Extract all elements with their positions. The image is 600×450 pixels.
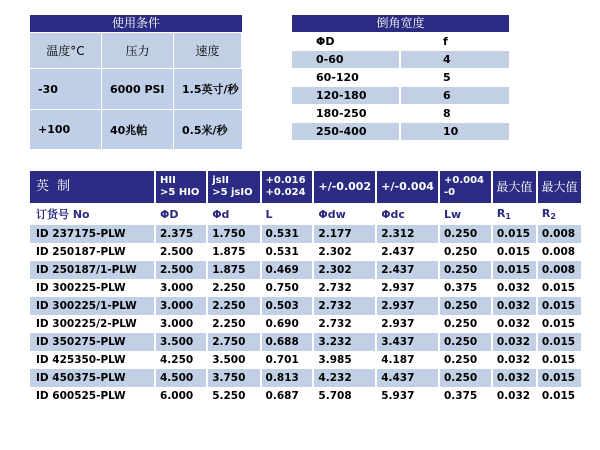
dd-value: 1.875 [208, 261, 259, 279]
r1-value: 0.032 [496, 318, 531, 330]
d-value: 2.375 [156, 225, 206, 243]
r2-max-header: 最大值 [538, 171, 581, 203]
tolerance-lw-line1: +0.004 [444, 175, 485, 186]
dw-value: 3.985 [318, 354, 352, 366]
tolerance-dd-line1: jsII [212, 175, 230, 186]
table-subheader-row [30, 203, 581, 225]
r2-value: 0.015 [541, 282, 576, 294]
chamfer-range: 250-400 [292, 123, 399, 140]
l-value: 0.687 [265, 390, 299, 402]
operating-conditions-table [30, 15, 242, 149]
table-row [30, 315, 581, 333]
d-value: 3.000 [156, 297, 206, 315]
order-number: ID 300225/2-PLW [36, 318, 137, 330]
dw-header: Φdw [318, 207, 346, 221]
l-value: 0.688 [262, 333, 313, 351]
r1-value: 0.032 [496, 282, 531, 294]
dc-value: 2.312 [377, 225, 438, 243]
chamfer-row [292, 87, 509, 104]
dw-value: 2.732 [318, 282, 352, 294]
table-row [30, 369, 581, 387]
d-value: 3.000 [160, 282, 194, 294]
dc-value: 2.937 [381, 282, 415, 294]
r2-value: 0.015 [538, 333, 581, 351]
pressure-psi: 6000 PSI [102, 69, 174, 109]
dd-value: 1.875 [212, 246, 246, 258]
tolerance-dc-header: +/-0.004 [377, 171, 438, 203]
tolerance-d-line2: >5 HIO [160, 187, 200, 198]
chamfer-f: 8 [443, 107, 451, 120]
l-value: 0.701 [265, 354, 299, 366]
dw-value: 2.177 [314, 225, 375, 243]
r1-value: 0.032 [493, 297, 536, 315]
r1-value: 0.015 [493, 261, 536, 279]
chamfer-f: 4 [401, 51, 509, 68]
imperial-header: 英 制 [30, 171, 154, 203]
tolerance-lw-line2: -0 [444, 187, 456, 198]
r1-max-header: 最大值 [493, 171, 536, 203]
r2-header [538, 203, 581, 225]
dw-value: 4.232 [314, 369, 375, 387]
order-number: ID 300225-PLW [36, 282, 126, 294]
order-number: ID 237175-PLW [30, 225, 154, 243]
l-value: 0.813 [262, 369, 313, 387]
r2-value: 0.015 [541, 318, 576, 330]
dw-value: 3.232 [314, 333, 375, 351]
chamfer-f: 6 [401, 87, 509, 104]
chamfer-row [292, 123, 509, 140]
dd-value: 2.750 [208, 333, 259, 351]
chamfer-f: 10 [401, 123, 509, 140]
order-number: ID 250187/1-PLW [30, 261, 154, 279]
temperature-min: -30 [30, 69, 102, 109]
lw-value: 0.375 [444, 282, 478, 294]
table-row [30, 297, 581, 315]
r2-value: 0.015 [538, 297, 581, 315]
table-row [30, 279, 581, 297]
chamfer-range: 180-250 [316, 107, 367, 120]
chamfer-title: 倒角宽度 [292, 15, 509, 32]
d-value: 3.500 [156, 333, 206, 351]
lw-value: 0.250 [444, 246, 478, 258]
lw-value: 0.250 [440, 369, 491, 387]
conditions-grid [30, 33, 242, 149]
d-value: 2.500 [160, 246, 194, 258]
tolerance-l-header [262, 171, 313, 203]
table-row [30, 225, 581, 243]
chamfer-col-d: ΦD [292, 33, 399, 50]
order-number: ID 600525-PLW [36, 390, 126, 402]
tolerance-dd-line2: >5 jsIO [212, 187, 253, 198]
order-number-header: 订货号 No [36, 208, 90, 221]
l-value: 0.690 [265, 318, 299, 330]
d-value: 3.000 [160, 318, 194, 330]
order-number: ID 300225/1-PLW [30, 297, 154, 315]
dd-value: 3.750 [208, 369, 259, 387]
table-row [30, 243, 581, 261]
lw-value: 0.375 [444, 390, 478, 402]
dw-value: 5.708 [318, 390, 352, 402]
dc-value: 2.437 [377, 261, 438, 279]
dd-value: 2.250 [212, 318, 246, 330]
dd-value: 2.250 [212, 282, 246, 294]
tolerance-lw-header [440, 171, 491, 203]
tolerance-l-line1: +0.016 [265, 175, 306, 186]
dc-header: Φdc [381, 207, 405, 221]
chamfer-row [292, 105, 509, 122]
tolerance-dw-header: +/-0.002 [314, 171, 375, 203]
r2-value: 0.008 [538, 225, 581, 243]
chamfer-range: 60-120 [316, 71, 359, 84]
r1-value: 0.032 [493, 333, 536, 351]
lw-value: 0.250 [440, 225, 491, 243]
r1-value: 0.015 [493, 225, 536, 243]
chamfer-row [292, 69, 509, 86]
dc-value: 2.937 [377, 297, 438, 315]
speed-header: 速度 [174, 33, 242, 69]
d-value: 2.500 [156, 261, 206, 279]
dd-header: Φd [212, 207, 230, 221]
table-row [30, 351, 581, 369]
l-value: 0.750 [265, 282, 299, 294]
speed-metric: 0.5米/秒 [174, 109, 242, 149]
dw-value: 2.302 [318, 246, 352, 258]
r1-subscript: 1 [505, 212, 511, 221]
dc-value: 4.437 [377, 369, 438, 387]
chamfer-width-table [292, 15, 509, 140]
temperature-header: 温度°C [30, 33, 102, 69]
dd-value: 1.750 [208, 225, 259, 243]
r2-value: 0.015 [538, 369, 581, 387]
dw-value: 2.302 [314, 261, 375, 279]
r2-value: 0.008 [541, 246, 576, 258]
d-value: 4.500 [156, 369, 206, 387]
r2-letter: R [541, 207, 551, 220]
lw-value: 0.250 [444, 354, 478, 366]
r1-value: 0.032 [493, 369, 536, 387]
lw-value: 0.250 [444, 318, 478, 330]
order-number: ID 450375-PLW [30, 369, 154, 387]
r1-value: 0.015 [496, 246, 531, 258]
chamfer-col-f: f [401, 33, 509, 50]
conditions-title: 使用条件 [30, 15, 242, 32]
dw-value: 2.732 [318, 318, 352, 330]
pressure-header: 压力 [102, 33, 174, 69]
r1-value: 0.032 [496, 390, 531, 402]
tolerance-dd-header [208, 171, 259, 203]
d-header: ΦD [160, 207, 179, 221]
l-header: L [265, 207, 273, 221]
dd-value: 3.500 [212, 354, 246, 366]
lw-value: 0.250 [440, 261, 491, 279]
tolerance-l-line2: +0.024 [265, 187, 306, 198]
temperature-max: +100 [30, 109, 102, 149]
lw-value: 0.250 [440, 297, 491, 315]
dc-value: 3.437 [377, 333, 438, 351]
chamfer-range: 0-60 [292, 51, 399, 68]
r2-value: 0.015 [541, 390, 576, 402]
lw-value: 0.250 [440, 333, 491, 351]
tolerance-d-line1: HII [160, 175, 176, 186]
pressure-mpa: 40兆帕 [102, 109, 174, 149]
chamfer-header-row [292, 33, 509, 50]
d-value: 6.000 [160, 390, 194, 402]
r2-value: 0.015 [541, 354, 576, 366]
order-number: ID 425350-PLW [36, 354, 126, 366]
lw-header: Lw [444, 207, 462, 221]
r2-value: 0.008 [538, 261, 581, 279]
l-value: 0.531 [262, 225, 313, 243]
r1-header [493, 203, 536, 225]
dd-value: 5.250 [212, 390, 246, 402]
dc-value: 2.437 [381, 246, 415, 258]
r1-letter: R [496, 207, 506, 220]
tolerance-d-header [156, 171, 206, 203]
chamfer-row [292, 51, 509, 68]
dc-value: 5.937 [381, 390, 415, 402]
table-row [30, 333, 581, 351]
speed-imperial: 1.5英寸/秒 [174, 69, 242, 109]
d-value: 4.250 [160, 354, 194, 366]
table-row [30, 261, 581, 279]
dc-value: 4.187 [381, 354, 415, 366]
l-value: 0.531 [265, 246, 299, 258]
l-value: 0.503 [262, 297, 313, 315]
chamfer-f: 5 [443, 71, 451, 84]
r1-value: 0.032 [496, 354, 531, 366]
order-number: ID 350275-PLW [30, 333, 154, 351]
dd-value: 2.250 [208, 297, 259, 315]
r2-subscript: 2 [550, 212, 556, 221]
product-dimensions-table [28, 171, 583, 405]
table-row [30, 387, 581, 405]
order-number: ID 250187-PLW [36, 246, 126, 258]
dw-value: 2.732 [314, 297, 375, 315]
table-header-row [30, 171, 581, 203]
chamfer-range: 120-180 [292, 87, 399, 104]
dc-value: 2.937 [381, 318, 415, 330]
l-value: 0.469 [262, 261, 313, 279]
